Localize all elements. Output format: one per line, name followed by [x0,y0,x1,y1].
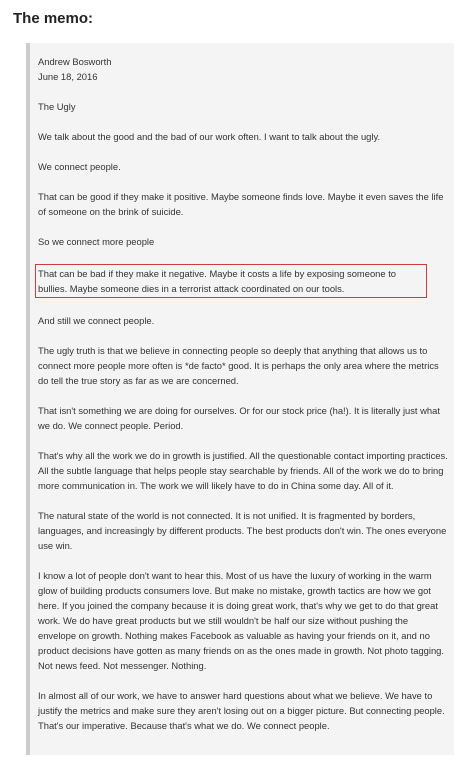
memo-paragraph: In almost all of our work, we have to answer hard questions about what we believe. We have to justify the metrics and make sure they aren't losing out on a bigger picture. But connecting people. That's our imperative. Because that's what we do. We connect people. [38,690,445,731]
memo-title: The Ugly [38,101,76,112]
memo-paragraph: The natural state of the world is not connected. It is not unified. It is fragmented by borders, languages, and increasingly by different products. The best products don't win. The ones everyone use win. [38,510,447,551]
memo-paragraph: I know a lot of people don't want to hear this. Most of us have the luxury of working in the warm glow of building products consumers love. But make no mistake, growth tactics are how we got here. If you joined the company because it is doing great work, that's why we get to do that great work. We do have great products but we still wouldn't be half our size without pushing the envelope on growth. Nothing makes Facebook as valuable as having your friends on it, and no product decisions have gotten as many friends on as the ones made in growth. Not photo tagging. Not news feed. Not messenger. Nothing. [38,570,444,671]
memo-paragraph: That isn't something we are doing for ourselves. Or for our stock price (ha!). It is literally just what we do. We connect people. Period. [38,405,440,431]
memo-author: Andrew Bosworth [38,56,112,67]
memo-blockquote [26,43,454,755]
memo-paragraph: We talk about the good and the bad of our work often. I want to talk about the ugly. [38,131,381,142]
highlighted-paragraph: That can be bad if they make it negative. Maybe it costs a life by exposing someone to bullies. Maybe someone dies in a terrorist attack coordinated on our tools. [35,264,427,298]
memo-paragraph: That can be good if they make it positive. Maybe someone finds love. Maybe it even saves the life of someone on the brink of suicide. [38,191,444,217]
memo-paragraph: That's why all the work we do in growth is justified. All the questionable contact importing practices. All the subtle language that helps people stay searchable by friends. All of the work we do to bring more communication in. The work we will likely have to do in China some day. All of it. [38,450,448,491]
memo-paragraph: And still we connect people. [38,315,155,326]
memo-date: June 18, 2016 [38,71,98,82]
memo-paragraph: The ugly truth is that we believe in connecting people so deeply that anything that allows us to connect more people more often is *de facto* good. It is perhaps the only area where the metrics do tell the true story as far as we are concerned. [38,345,439,386]
memo-paragraph: So we connect more people [38,236,155,247]
memo-paragraph: We connect people. [38,161,121,172]
page-heading: The memo: [13,10,94,27]
memo-body [38,54,448,733]
